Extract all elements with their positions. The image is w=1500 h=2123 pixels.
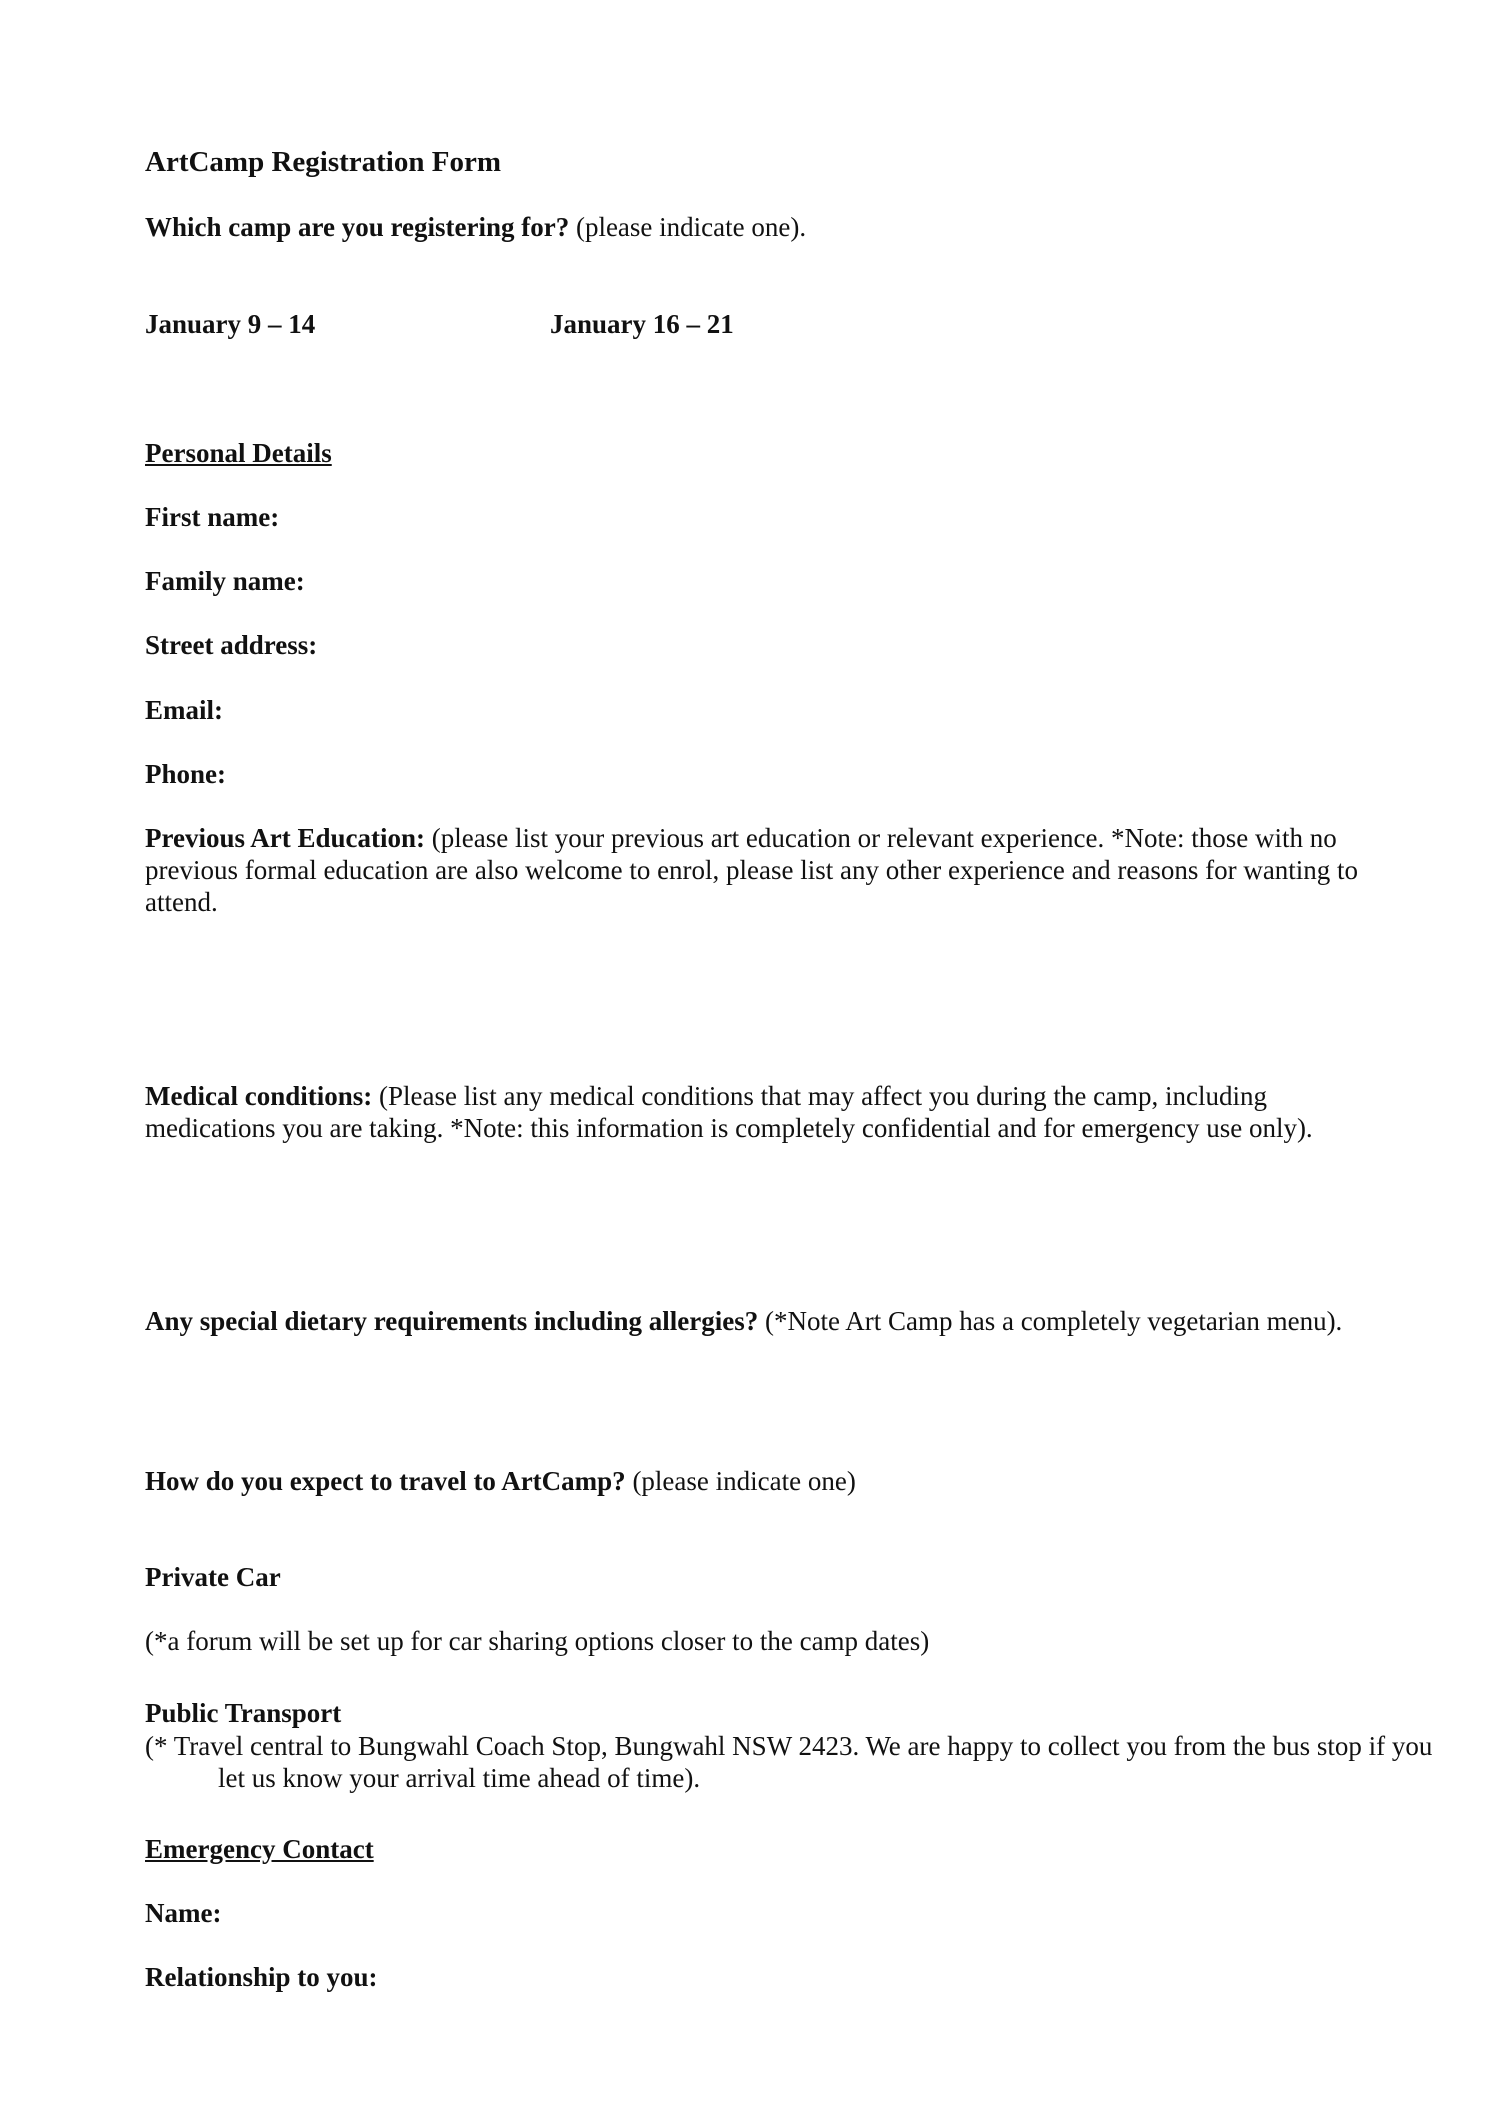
camp-question bbox=[145, 211, 806, 243]
private-car-note: (*a forum will be set up for car sharing options closer to the camp dates) bbox=[145, 1626, 930, 1656]
previous-education-field[interactable] bbox=[145, 822, 1375, 918]
travel-option-private-car[interactable]: Private Car bbox=[145, 1562, 281, 1592]
travel-question-label: How do you expect to travel to ArtCamp? bbox=[145, 1466, 626, 1496]
camp-option-jan-9-14[interactable]: January 9 – 14 bbox=[145, 309, 316, 339]
first-name-field[interactable]: First name: bbox=[145, 502, 280, 532]
street-address-field[interactable]: Street address: bbox=[145, 630, 318, 660]
personal-details-heading: Personal Details bbox=[145, 438, 332, 468]
public-transport-note: (* Travel central to Bungwahl Coach Stop, Bungwahl NSW 2423. We are happy to collect you from the bus stop if you let us know your arrival time ahead of time). bbox=[145, 1731, 1433, 1793]
dietary-requirements-label: Any special dietary requirements including allergies? bbox=[145, 1306, 759, 1336]
camp-question-hint: (please indicate one). bbox=[569, 212, 807, 242]
camp-question-label: Which camp are you registering for? bbox=[145, 212, 570, 242]
previous-education-hint: (please list your previous art education or relevant experience. *Note: those with no previous formal education are also welcome to enrol, please list any other experience and reasons for wanting to attend. bbox=[145, 823, 1359, 917]
phone-field[interactable]: Phone: bbox=[145, 759, 226, 789]
dietary-requirements-hint: (*Note Art Camp has a completely vegetarian menu). bbox=[758, 1306, 1343, 1336]
travel-question-hint: (please indicate one) bbox=[625, 1466, 856, 1496]
emergency-relationship-field[interactable]: Relationship to you: bbox=[145, 1962, 378, 1992]
emergency-name-field[interactable]: Name: bbox=[145, 1898, 222, 1928]
travel-question bbox=[145, 1465, 856, 1497]
medical-conditions-field[interactable] bbox=[145, 1080, 1375, 1144]
dietary-requirements-field[interactable] bbox=[145, 1305, 1375, 1337]
medical-conditions-hint: (Please list any medical conditions that may affect you during the camp, including medications you are taking. *Note: this information is completely confidential and for emergency use only). bbox=[145, 1081, 1313, 1143]
page-title: ArtCamp Registration Form bbox=[145, 146, 501, 178]
medical-conditions-label: Medical conditions: bbox=[145, 1081, 373, 1111]
previous-education-label: Previous Art Education: bbox=[145, 823, 426, 853]
emergency-contact-heading: Emergency Contact bbox=[145, 1834, 374, 1864]
email-field[interactable]: Email: bbox=[145, 695, 223, 725]
camp-option-jan-16-21[interactable]: January 16 – 21 bbox=[550, 309, 734, 339]
family-name-field[interactable]: Family name: bbox=[145, 566, 305, 596]
travel-option-public-transport[interactable]: Public Transport bbox=[145, 1698, 342, 1728]
